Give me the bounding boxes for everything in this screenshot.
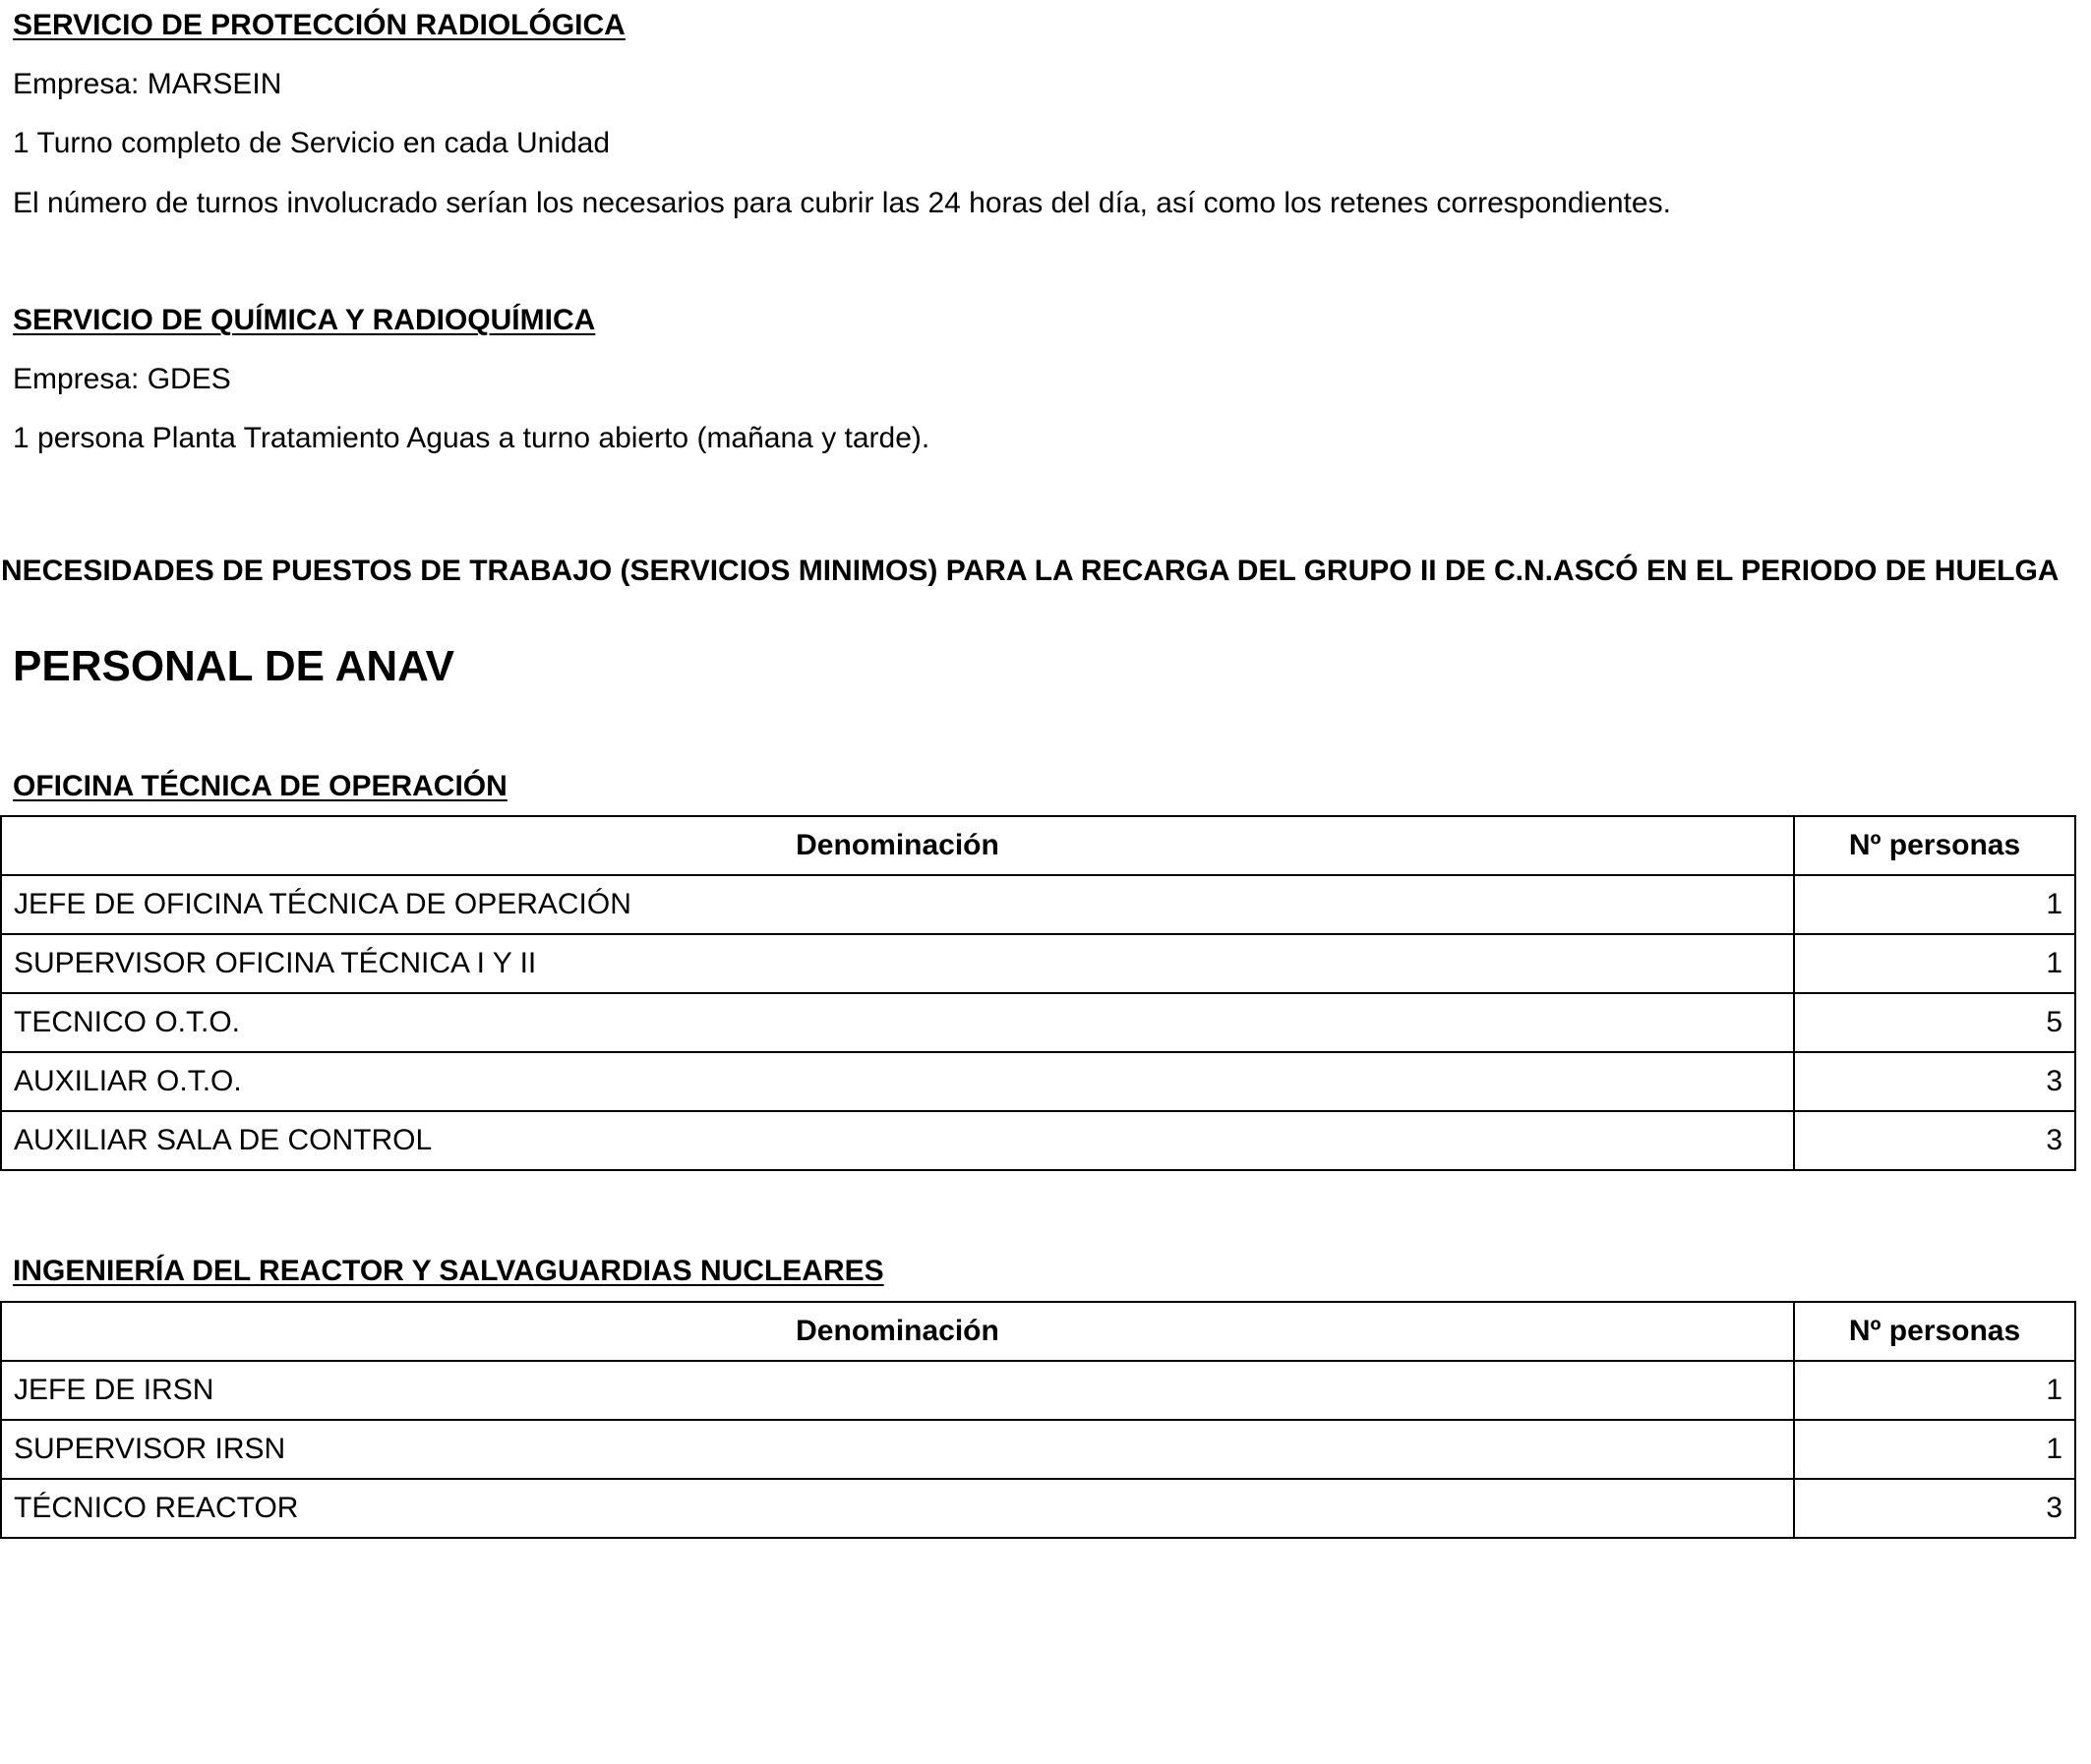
table-header-row: [1, 1302, 2075, 1361]
row-name: JEFE DE OFICINA TÉCNICA DE OPERACIÓN: [1, 875, 1794, 934]
row-name: SUPERVISOR OFICINA TÉCNICA I Y II: [1, 934, 1794, 993]
table-row: [1, 1361, 2075, 1420]
header-denominacion: Denominación: [1, 816, 1794, 875]
row-count: 1: [1794, 1361, 2075, 1420]
table-row: [1, 1052, 2075, 1111]
company-line-marsein: Empresa: MARSEIN: [13, 68, 282, 100]
section-title-proteccion-radiologica: SERVICIO DE PROTECCIÓN RADIOLÓGICA: [13, 9, 626, 41]
header-num-personas: Nº personas: [1794, 1302, 2075, 1361]
table-row: [1, 1420, 2075, 1479]
row-count: 3: [1794, 1479, 2075, 1538]
section-title-quimica-radioquimica: SERVICIO DE QUÍMICA Y RADIOQUÍMICA: [13, 304, 596, 336]
row-name: TÉCNICO REACTOR: [1, 1479, 1794, 1538]
row-name: JEFE DE IRSN: [1, 1361, 1794, 1420]
service-line: 1 Turno completo de Servicio en cada Unidad: [13, 127, 611, 159]
row-count: 1: [1794, 934, 2075, 993]
row-count: 5: [1794, 993, 2075, 1052]
row-name: TECNICO O.T.O.: [1, 993, 1794, 1052]
table-title-oficina-tecnica: OFICINA TÉCNICA DE OPERACIÓN: [13, 770, 508, 802]
row-name: SUPERVISOR IRSN: [1, 1420, 1794, 1479]
row-count: 1: [1794, 1420, 2075, 1479]
company-line-gdes: Empresa: GDES: [13, 363, 231, 395]
row-name: AUXILIAR O.T.O.: [1, 1052, 1794, 1111]
table-row: [1, 934, 2075, 993]
table-row: [1, 1111, 2075, 1170]
personal-heading: PERSONAL DE ANAV: [13, 642, 455, 690]
header-denominacion: Denominación: [1, 1302, 1794, 1361]
staff-table-irsn: [0, 1301, 2076, 1539]
table-row: [1, 875, 2075, 934]
table-row: [1, 993, 2075, 1052]
table-row: [1, 1479, 2075, 1538]
row-count: 1: [1794, 875, 2075, 934]
row-count: 3: [1794, 1111, 2075, 1170]
service-line: 1 persona Planta Tratamiento Aguas a turno abierto (mañana y tarde).: [13, 422, 930, 454]
table-title-irsn: INGENIERÍA DEL REACTOR Y SALVAGUARDIAS NUCLEARES: [13, 1255, 884, 1287]
main-heading: NECESIDADES DE PUESTOS DE TRABAJO (SERVICIOS MINIMOS) PARA LA RECARGA DEL GRUPO II DE C.N.ASCÓ EN EL PERIODO DE HUELGA: [1, 555, 2060, 587]
row-name: AUXILIAR SALA DE CONTROL: [1, 1111, 1794, 1170]
staff-table-oficina-tecnica: [0, 815, 2076, 1171]
service-description: El número de turnos involucrado serían los necesarios para cubrir las 24 horas del día, así como los retenes correspondientes.: [13, 187, 1671, 219]
row-count: 3: [1794, 1052, 2075, 1111]
table-header-row: [1, 816, 2075, 875]
header-num-personas: Nº personas: [1794, 816, 2075, 875]
